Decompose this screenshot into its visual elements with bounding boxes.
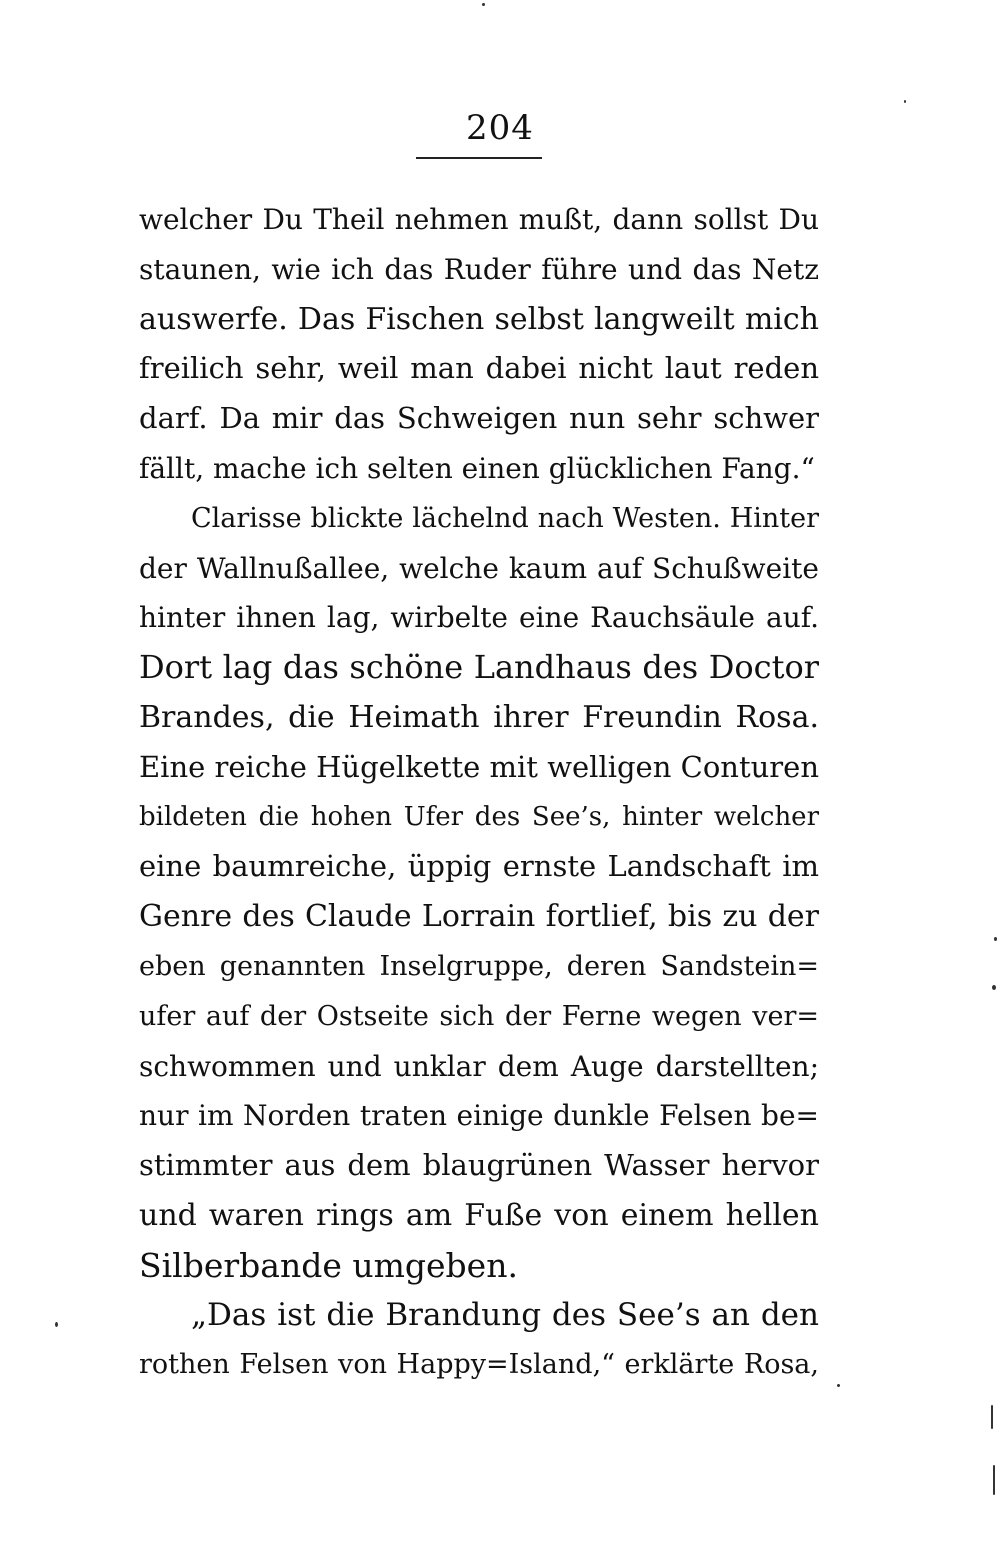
text-line: Clarisse blickte lächelnd nach Westen. Hinter [191,502,819,534]
scan-speck [992,985,996,990]
scan-speck [994,937,997,941]
scan-speck [993,1465,995,1495]
text-line: der Wallnußallee, welche kaum auf Schußweite [139,551,819,585]
text-line: eben genannten Inselgruppe, deren Sandstein= [139,950,819,982]
page-number: 204 [466,108,534,148]
header-rule [416,157,542,159]
scan-speck [482,3,485,6]
text-line: „Das ist die Brandung des See’s an den [191,1296,819,1333]
text-line: bildeten die hohen Ufer des See’s, hinter welcher [139,801,819,832]
text-line: nur im Norden traten einige dunkle Felsen be= [139,1099,819,1133]
text-line: ufer auf der Ostseite sich der Ferne wegen ver= [139,1000,819,1032]
text-line: welcher Du Theil nehmen mußt, dann sollst Du [139,203,819,236]
text-line: und waren rings am Fuße von einem hellen [139,1197,819,1233]
text-line: auswerfe. Das Fischen selbst langweilt mich [139,301,819,337]
text-line: Eine reiche Hügelkette mit welligen Conturen [139,749,819,784]
scan-speck [904,100,906,103]
text-line: eine baumreiche, üppig ernste Landschaft im [139,849,819,884]
text-line: Genre des Claude Lorrain fortlief, bis zu der [139,899,819,935]
text-line: fällt, mache ich selten einen glücklichen Fang.“ [139,451,815,485]
text-line: Dort lag das schöne Landhaus des Doctor [139,648,819,687]
text-line: stimmter aus dem blaugrünen Wasser hervor [139,1148,819,1183]
text-line: schwommen und unklar dem Auge darstellten; [139,1049,819,1083]
text-line: rothen Felsen von Happy=Island,“ erklärte Rosa, [139,1349,819,1381]
scan-speck [55,1322,58,1327]
text-line: darf. Da mir das Schweigen nun sehr schwer [139,401,819,436]
body-text [139,195,819,1390]
text-line: Brandes, die Heimath ihrer Freundin Rosa. [139,699,819,735]
scan-speck [991,1405,993,1429]
scan-speck [837,1384,840,1387]
text-line: hinter ihnen lag, wirbelte eine Rauchsäule auf. [139,601,819,635]
text-line: staunen, wie ich das Ruder führe und das Netz [139,252,819,286]
text-line: freilich sehr, weil man dabei nicht laut reden [139,351,819,386]
text-line: Silberbande umgeben. [139,1245,518,1285]
